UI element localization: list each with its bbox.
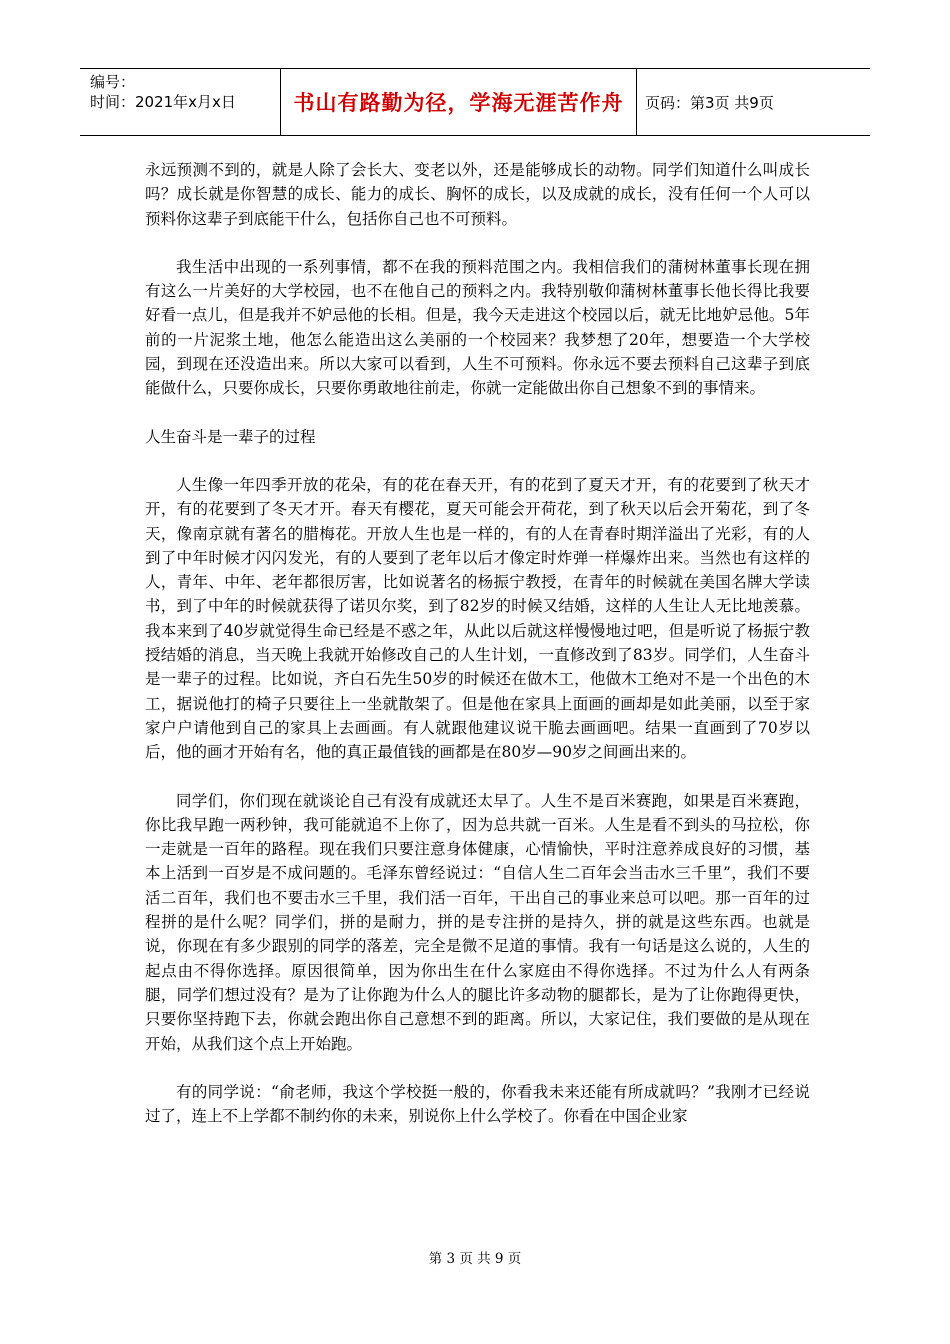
header-motto: 书山有路勤为径，学海无涯苦作舟 xyxy=(281,69,637,135)
document-number-label: 编号： xyxy=(90,73,136,91)
section-heading: 人生奋斗是一辈子的过程 xyxy=(145,427,316,446)
document-date-label: 时间：2021年x月x日 xyxy=(90,93,236,111)
document-body xyxy=(145,158,810,1152)
page-header xyxy=(80,68,870,136)
paragraph: 同学们，你们现在就谈论自己有没有成就还太早了。人生不是百米赛跑，如果是百米赛跑，你比我早跑一两秒钟，我可能就追不上你了，因为总共就一百米。人生是看不到头的马拉松，你一走就是一百年的路程。现在我们只要注意身体健康，心情愉快，平时注意养成良好的习惯，基本上活到一百岁是不成问题的。毛泽东曾经说过：“自信人生二百年会当击水三千里”，我们不要活二百年，我们也不要击水三千里，我们活一百年，干出自己的事业来总可以吧。那一百年的过程拼的是什么呢？同学们，拼的是耐力，拼的是专注拼的是持久，拼的就是这些东西。也就是说，你现在有多少跟别的同学的落差，完全是微不足道的事情。我有一句话是这么说的，人生的起点由不得你选择。原因很简单，因为你出生在什么家庭由不得你选择。不过为什么人有两条腿，同学们想过没有？是为了让你跑为什么人的腿比许多动物的腿都长，是为了让你跑得更快，只要你坚持跑下去，你就会跑出你自己意想不到的距离。所以，大家记住，我们要做的是从现在开始，从我们这个点上开始跑。 xyxy=(145,791,810,1053)
paragraph: 有的同学说：“俞老师，我这个学校挺一般的，你看我未来还能有所成就吗？”我刚才已经说过了，连上不上学都不制约你的未来，别说你上什么学校了。你看在中国企业家 xyxy=(145,1082,810,1126)
page-footer: 第 3 页 共 9 页 xyxy=(428,1251,522,1267)
paragraph: 永远预测不到的，就是人除了会长大、变老以外，还是能够成长的动物。同学们知道什么叫成长吗？成长就是你智慧的成长、能力的成长、胸怀的成长，以及成就的成长，没有任何一个人可以预料你这辈子到底能干什么，包括你自己也不可预料。 xyxy=(145,161,810,228)
paragraph: 我生活中出现的一系列事情，都不在我的预料范围之内。我相信我们的蒲树林董事长现在拥有这么一片美好的大学校园，也不在他自己的预料之内。我特别敬仰蒲树林董事长他长得比我要好看一点儿，但是我并不妒忌他的长相。但是，我今天走进这个校园以后，就无比地妒忌他。5年前的一片泥浆土地，他怎么能造出这么美丽的一个校园来？我梦想了20年，想要造一个大学校园，到现在还没造出来。所以大家可以看到，人生不可预料。你永远不要去预料自己这辈子到底能做什么，只要你成长，只要你勇敢地往前走，你就一定能做出你自己想象不到的事情来。 xyxy=(145,257,810,398)
header-page-info: 页码：第3页 共9页 xyxy=(645,93,774,112)
header-meta xyxy=(80,69,281,135)
paragraph: 人生像一年四季开放的花朵，有的花在春天开，有的花到了夏天才开，有的花要到了秋天才开，有的花要到了冬天才开。春天有樱花，夏天可能会开荷花，到了秋天以后会开菊花，到了冬天，像南京就有著名的腊梅花。开放人生也是一样的，有的人在青春时期洋溢出了光彩，有的人到了中年时候才闪闪发光，有的人要到了老年以后才像定时炸弹一样爆炸出来。当然也有这样的人，青年、中年、老年都很厉害，比如说著名的杨振宁教授，在青年的时候就在美国名牌大学读书，到了中年的时候就获得了诺贝尔奖，到了82岁的时候又结婚，这样的人生让人无比地羡慕。我本来到了40岁就觉得生命已经是不惑之年，从此以后就这样慢慢地过吧，但是听说了杨振宁教授结婚的消息，当天晚上我就开始修改自己的人生计划，一直修改到了83岁。同学们，人生奋斗是一辈子的过程。比如说，齐白石先生50岁的时候还在做木工，他做木工绝对不是一个出色的木工，据说他打的椅子只要往上一坐就散架了。但是他在家具上面画的画却是如此美丽，以至于家家户户请他到自己的家具上去画画。有人就跟他建议说干脆去画画吧。结果一直画到了70岁以后，他的画才开始有名，他的真正最值钱的画都是在80岁—90岁之间画出来的。 xyxy=(145,475,810,762)
